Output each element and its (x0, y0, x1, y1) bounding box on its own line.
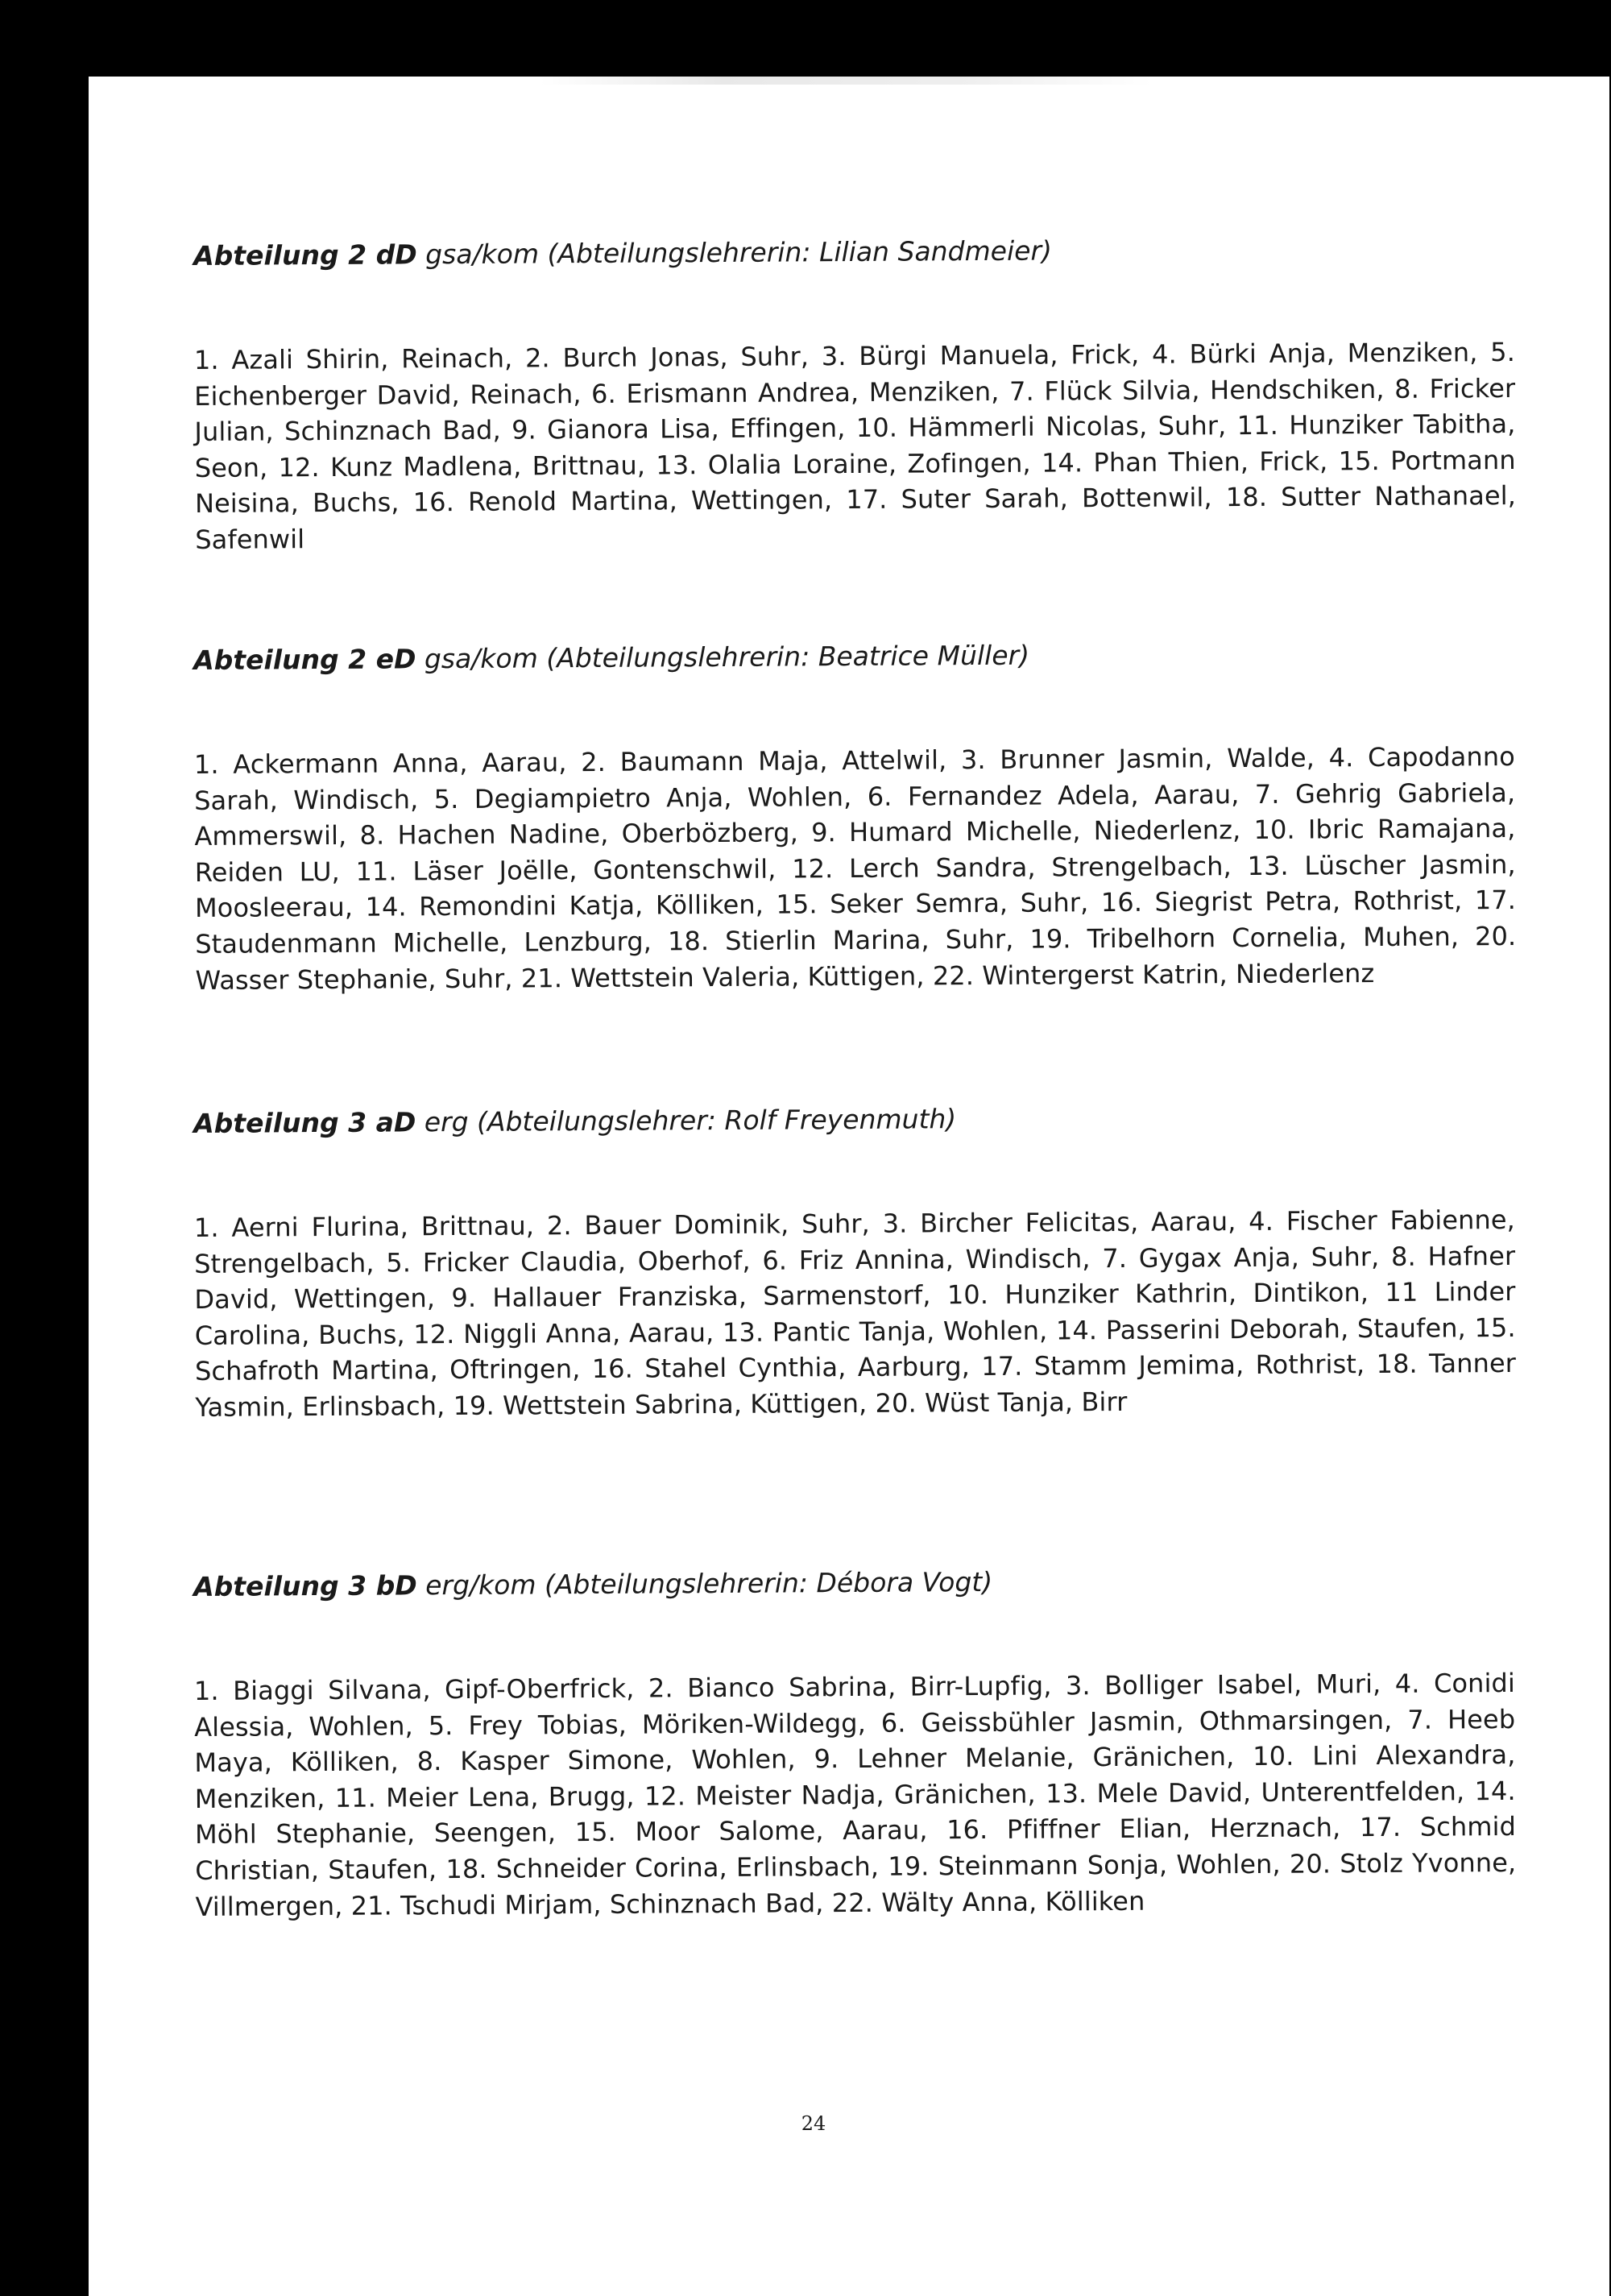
section-2dd (193, 230, 1516, 558)
section-3ad (193, 1097, 1516, 1426)
section-label: Abteilung 2 dD (193, 238, 417, 271)
section-2ed (193, 634, 1517, 998)
section-label: Abteilung 3 bD (193, 1569, 417, 1602)
section-label: Abteilung 3 aD (193, 1106, 416, 1139)
section-subtitle: erg/kom (Abteilungslehrerin: Débora Vogt) (416, 1565, 993, 1602)
page-number: 24 (801, 2112, 826, 2135)
student-list: 1. Azali Shirin, Reinach, 2. Burch Jonas, Suhr, 3. Bürgi Manuela, Frick, 4. Bürki Anja, Menziken, 5. Eichenberger David, Reinach, 6. Erismann Andrea, Menziken, 7. Flück Silvia, Hendschiken, 8. Fricker Julian, Schinznach Bad, 9. Gianora Lisa, Effingen, 10. Hämmerli Nicolas, Suhr, 11. Hunziker Tabitha, Seon, 12. Kunz Madlena, Brittnau, 13. Olalia Loraine, Zofingen, 14. Phan Thien, Frick, 15. Portmann Neisina, Buchs, 16. Renold Martina, Wettingen, 17. Suter Sarah, Bottenwil, 18. Sutter Nathanael, Safenwil (193, 336, 1517, 555)
student-list: 1. Biaggi Silvana, Gipf-Oberfrick, 2. Bianco Sabrina, Birr-Lupfig, 3. Bolliger Isabel, Muri, 4. Conidi Alessia, Wohlen, 5. Frey Tobias, Möriken-Wildegg, 6. Geissbühler Jasmin, Othmarsingen, 7. Heeb Maya, Kölliken, 8. Kasper Simone, Wohlen, 9. Lehner Melanie, Gränichen, 10. Lini Alexandra, Menziken, 11. Meier Lena, Brugg, 12. Meister Nadja, Gränichen, 13. Mele David, Unterentfelden, 14. Möhl Stephanie, Seengen, 15. Moor Salome, Aarau, 16. Pfiffner Elian, Herznach, 17. Schmid Christian, Staufen, 18. Schneider Corina, Erlinsbach, 19. Steinmann Sonja, Wohlen, 20. Stolz Yvonne, Villmergen, 21. Tschudi Mirjam, Schinznach Bad, 22. Wälty Anna, Kölliken (193, 1667, 1517, 1922)
scan-artifact (540, 77, 1152, 85)
section-label: Abteilung 2 eD (193, 643, 416, 676)
section-heading (193, 1560, 1514, 1606)
document-page (89, 77, 1609, 2296)
section-subtitle: gsa/kom (Abteilungslehrerin: Beatrice Müller) (416, 639, 1030, 675)
student-list: 1. Ackermann Anna, Aarau, 2. Baumann Maja, Attelwil, 3. Brunner Jasmin, Walde, 4. Capodanno Sarah, Windisch, 5. Degiampietro Anja, Wohlen, 6. Fernandez Adela, Aarau, 7. Gehrig Gabriela, Ammerswil, 8. Hachen Nadine, Oberbözberg, 9. Humard Michelle, Niederlenz, 10. Ibric Ramajana, Reiden LU, 11. Läser Joëlle, Gontenschwil, 12. Lerch Sandra, Strengelbach, 13. Lüscher Jasmin, Moosleerau, 14. Remondini Katja, Kölliken, 15. Seker Semra, Suhr, 16. Siegrist Petra, Rothrist, 17. Staudenmann Michelle, Lenzburg, 18. Stierlin Marina, Suhr, 19. Tribelhorn Cornelia, Muhen, 20. Wasser Stephanie, Suhr, 21. Wettstein Valeria, Küttigen, 22. Wintergerst Katrin, Niederlenz (193, 740, 1517, 996)
section-subtitle: gsa/kom (Abteilungslehrerin: Lilian Sandmeier) (416, 234, 1053, 271)
student-list: 1. Aerni Flurina, Brittnau, 2. Bauer Dominik, Suhr, 3. Bircher Felicitas, Aarau, 4. Fischer Fabienne, Strengelbach, 5. Fricker Claudia, Oberhof, 6. Friz Annina, Windisch, 7. Gygax Anja, Suhr, 8. Hafner David, Wettingen, 9. Hallauer Franziska, Sarmenstorf, 10. Hunziker Kathrin, Dintikon, 11 Linder Carolina, Buchs, 12. Niggli Anna, Aarau, 13. Pantic Tanja, Wohlen, 14. Passerini Deborah, Staufen, 15. Schafroth Martina, Oftringen, 16. Stahel Cynthia, Aarburg, 17. Stamm Jemima, Rothrist, 18. Tanner Yasmin, Erlinsbach, 19. Wettstein Sabrina, Küttigen, 20. Wüst Tanja, Birr (193, 1204, 1517, 1423)
section-3bd (193, 1560, 1517, 1925)
section-heading (193, 230, 1514, 275)
section-heading (193, 1097, 1514, 1142)
section-heading (193, 634, 1514, 679)
section-subtitle: erg (Abteilungslehrer: Rolf Freyenmuth) (416, 1103, 957, 1138)
